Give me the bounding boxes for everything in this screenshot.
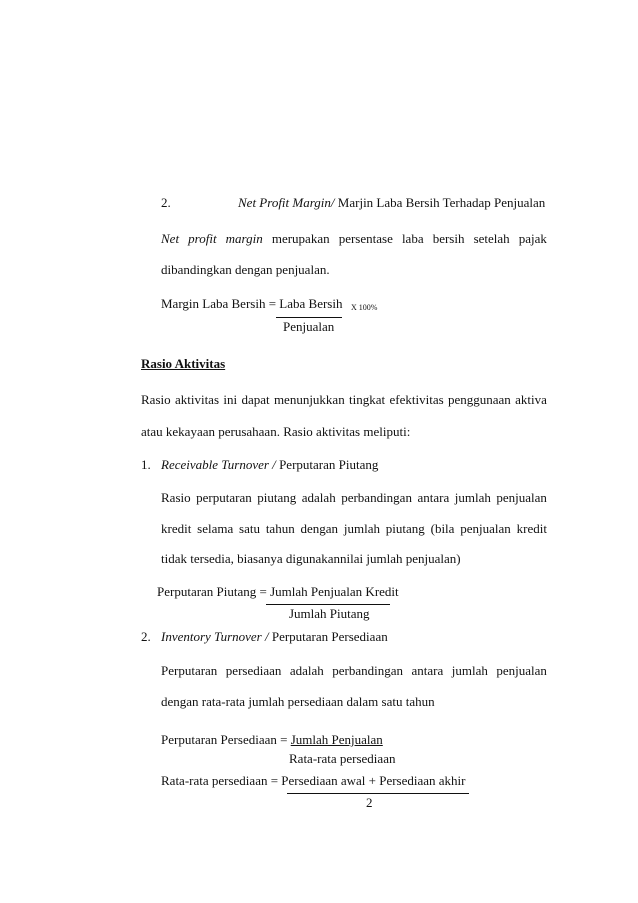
receivable-paragraph-line-3: tidak tersedia, biasanya digunakannilai jumlah penjualan) [161, 551, 461, 566]
inventory-title-italic: Inventory Turnover / [161, 629, 269, 644]
receivable-line-2-word: (bila [430, 521, 455, 536]
item-2-title-italic: Net Profit Margin/ [238, 195, 335, 210]
inventory-formula-lhs [161, 732, 383, 748]
receivable-line-2-word: jumlah [343, 521, 380, 536]
npm-fraction-bar [276, 317, 342, 318]
section-heading: Rasio Aktivitas [141, 356, 226, 371]
section-line-1-word: aktiva [515, 392, 547, 407]
inventory-formula-denominator: Rata-rata persediaan [289, 751, 396, 766]
receivable-title [161, 457, 378, 473]
receivable-line-2-word: tahun [265, 521, 295, 536]
receivable-line-1-word: antara [417, 490, 450, 505]
inventory-line-1-word: perbandingan [332, 663, 404, 678]
receivable-line-2-word: kredit [516, 521, 547, 536]
receivable-line-2-word: penjualan [460, 521, 511, 536]
receivable-line-1-word: adalah [301, 490, 336, 505]
receivable-title-italic: Receivable Turnover / [161, 457, 276, 472]
npm-formula-lhs: Margin Laba Bersih = Laba Bersih [161, 296, 343, 311]
inventory-line-1-word: adalah [289, 663, 324, 678]
npm-formula-denominator: Penjualan [283, 319, 335, 334]
inventory-number: 2. [141, 629, 151, 644]
npm-line-1-word: persentase [338, 231, 393, 246]
receivable-line-1-word: Rasio [161, 490, 191, 505]
npm-line-1-word: merupakan [271, 231, 330, 246]
average-inventory-formula-lhs: Rata-rata persediaan = Persediaan awal + Persediaan akhir [161, 773, 466, 788]
section-line-1-word: tingkat [349, 392, 386, 407]
receivable-line-1-word: penjualan [496, 490, 547, 505]
receivable-line-2-word: piutang [385, 521, 425, 536]
receivable-line-2-word: dengan [300, 521, 339, 536]
npm-formula-multiplier: X 100% [351, 303, 378, 312]
npm-paragraph-line-2: dibandingkan dengan penjualan. [161, 262, 330, 277]
inventory-line-1-word: Perputaran [161, 663, 218, 678]
receivable-line-1-word: jumlah [454, 490, 491, 505]
receivable-formula-lhs: Perputaran Piutang = Jumlah Penjualan Kredit [157, 584, 399, 599]
section-paragraph-line-2: atau kekayaan perusahaan. Rasio aktivitas meliputi: [141, 424, 411, 439]
inventory-line-1-word: antara [411, 663, 444, 678]
inventory-paragraph-line-1 [161, 663, 547, 679]
item-2-title-rest: Marjin Laba Bersih Terhadap Penjualan [334, 195, 546, 210]
item-2-title [238, 195, 545, 211]
receivable-line-2-word: satu [239, 521, 260, 536]
receivable-fraction-bar [266, 604, 390, 605]
receivable-line-2-word: kredit [161, 521, 192, 536]
section-line-1-word: efektivitas [389, 392, 444, 407]
section-line-1-word: ini [223, 392, 238, 407]
npm-line-1-word: setelah [473, 231, 510, 246]
receivable-number: 1. [141, 457, 151, 472]
receivable-formula-denominator: Jumlah Piutang [289, 606, 370, 621]
item-2-number: 2. [161, 195, 171, 210]
inventory-formula-numerator: Jumlah Penjualan [290, 732, 383, 747]
receivable-paragraph-line-2 [161, 521, 547, 537]
section-line-1-word: aktivitas [174, 392, 220, 407]
inventory-title-rest: Perputaran Persediaan [268, 629, 388, 644]
npm-line-1-word: Net [161, 231, 180, 246]
section-line-1-word: penggunaan [448, 392, 511, 407]
section-line-1-word: menunjukkan [273, 392, 345, 407]
receivable-paragraph-line-1 [161, 490, 547, 506]
receivable-line-1-word: perputaran [196, 490, 252, 505]
inventory-line-1-word: persediaan [225, 663, 282, 678]
npm-line-1-word: profit [188, 231, 217, 246]
inventory-line-1-word: jumlah [451, 663, 488, 678]
inventory-title [161, 629, 388, 645]
receivable-line-1-word: perbandingan [341, 490, 412, 505]
npm-line-1-word: pajak [518, 231, 547, 246]
receivable-line-1-word: piutang [257, 490, 297, 505]
receivable-title-rest: Perputaran Piutang [275, 457, 379, 472]
section-line-1-word: dapat [241, 392, 270, 407]
section-line-1-word: Rasio [141, 392, 171, 407]
npm-line-1-word: laba [401, 231, 424, 246]
inventory-paragraph-line-2: dengan rata-rata jumlah persediaan dalam satu tahun [161, 694, 435, 709]
npm-paragraph-line-1 [161, 231, 547, 247]
inventory-line-1-word: penjualan [496, 663, 547, 678]
npm-line-1-word: bersih [432, 231, 465, 246]
inventory-formula-lhs-text: Perputaran Persediaan = [161, 732, 291, 747]
average-inventory-denominator: 2 [366, 795, 373, 810]
average-inventory-fraction-bar [287, 793, 469, 794]
npm-line-1-word: margin [225, 231, 263, 246]
receivable-line-2-word: selama [197, 521, 234, 536]
section-paragraph-line-1 [141, 392, 547, 408]
